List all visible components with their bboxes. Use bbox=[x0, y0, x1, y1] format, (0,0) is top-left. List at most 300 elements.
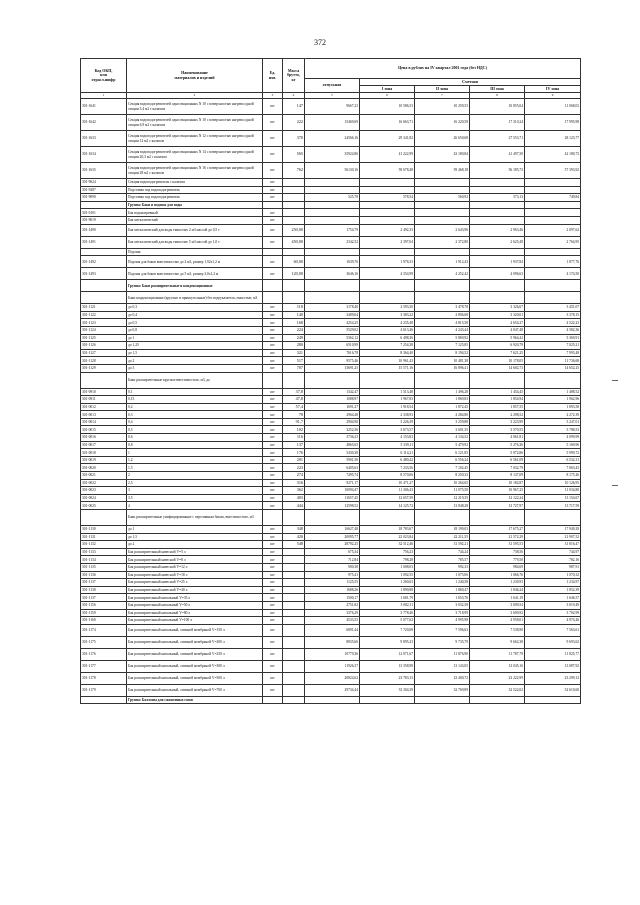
item-code: 301-0101 bbox=[81, 209, 127, 217]
item-mass: 91,7 bbox=[283, 418, 305, 426]
price-release: 12598,52 bbox=[305, 502, 360, 510]
price-zone-4: 13 717,59 bbox=[525, 502, 581, 510]
price-release: 9667,23 bbox=[305, 99, 360, 115]
price-release: 9575,46 bbox=[305, 357, 360, 365]
item-code: 301-1493 bbox=[81, 268, 127, 280]
price-zone-3: 573,13 bbox=[470, 194, 525, 202]
item-unit: шт bbox=[263, 364, 283, 372]
item-mass bbox=[283, 209, 305, 217]
price-release: 3409,04 bbox=[305, 311, 360, 319]
item-unit: шт bbox=[263, 660, 283, 672]
price-zone-1: 3 778,46 bbox=[360, 609, 415, 617]
price-zone-1: 1 513,48 bbox=[360, 388, 415, 396]
price-zone-4 bbox=[525, 280, 581, 292]
table-row bbox=[81, 586, 581, 594]
item-unit: шт bbox=[263, 464, 283, 472]
item-unit: шт bbox=[263, 186, 283, 194]
table-row bbox=[81, 411, 581, 419]
price-zone-3: 3 009,54 bbox=[470, 601, 525, 609]
item-mass: 762 bbox=[283, 163, 305, 179]
price-release: 28792,25 bbox=[305, 541, 360, 549]
table-row bbox=[81, 304, 581, 312]
price-zone-3: 10 967,25 bbox=[470, 487, 525, 495]
item-unit: шт bbox=[263, 601, 283, 609]
price-zone-2: 1 869,83 bbox=[415, 396, 470, 404]
price-zone-2 bbox=[415, 510, 470, 526]
column-index: 7 bbox=[415, 93, 470, 99]
item-code: 301-9624 bbox=[81, 179, 127, 187]
price-zone-4: 1 893,58 bbox=[525, 403, 581, 411]
price-release: 1342,47 bbox=[305, 388, 360, 396]
table-row bbox=[81, 194, 581, 202]
price-zone-3: 2 963,46 bbox=[470, 224, 525, 236]
item-code: 301-1131 bbox=[81, 533, 127, 541]
price-zone-1: 1 260,63 bbox=[360, 579, 415, 587]
price-zone-4 bbox=[525, 179, 581, 187]
price-zone-3: 17 675,27 bbox=[470, 526, 525, 534]
price-zone-1: 11 306,43 bbox=[360, 487, 415, 495]
item-code: 301-1127 bbox=[81, 349, 127, 357]
item-mass: 224 bbox=[283, 326, 305, 334]
price-zone-2: 4 995,98 bbox=[415, 617, 470, 625]
table-row bbox=[81, 147, 581, 163]
price-release: 1500,17 bbox=[305, 594, 360, 602]
price-zone-4: 744,97 bbox=[525, 548, 581, 556]
item-code: 301-1174 bbox=[81, 624, 127, 636]
price-release: 1691,27 bbox=[305, 403, 360, 411]
table-row bbox=[81, 456, 581, 464]
price-zone-3: 5 276,36 bbox=[470, 441, 525, 449]
item-unit: шт bbox=[263, 194, 283, 202]
price-zone-2: 11 075,50 bbox=[415, 487, 470, 495]
price-zone-3: 2 625,49 bbox=[470, 236, 525, 248]
item-code: 301-0025 bbox=[81, 502, 127, 510]
item-name: 2 bbox=[127, 472, 263, 480]
item-name: до 1,5 bbox=[127, 349, 263, 357]
price-zone-2: 31 592,21 bbox=[415, 541, 470, 549]
header-zone-4: IV зона bbox=[525, 86, 581, 93]
price-zone-3: 4 096,63 bbox=[470, 268, 525, 280]
price-zone-2: 3 032,58 bbox=[415, 601, 470, 609]
price-zone-1: 4 354,99 bbox=[360, 268, 415, 280]
price-zone-1: 4 235,48 bbox=[360, 319, 415, 327]
item-unit: шт bbox=[263, 526, 283, 534]
price-zone-4: 2 272,39 bbox=[525, 411, 581, 419]
item-unit: шт bbox=[263, 357, 283, 365]
item-mass: 280 bbox=[283, 342, 305, 350]
price-zone-4: 42 180,73 bbox=[525, 147, 581, 163]
item-mass: 362 bbox=[283, 487, 305, 495]
price-release bbox=[305, 216, 360, 224]
item-name: Подоны: bbox=[127, 248, 263, 256]
price-zone-2: 23 400,72 bbox=[415, 672, 470, 684]
price-zone-3: 6 561,09 bbox=[470, 456, 525, 464]
item-mass bbox=[283, 563, 305, 571]
price-zone-1: 13 358,98 bbox=[360, 660, 415, 672]
price-zone-1: 1 967,83 bbox=[360, 396, 415, 404]
price-release bbox=[305, 248, 360, 256]
table-row bbox=[81, 349, 581, 357]
price-zone-2: 11 876,90 bbox=[415, 648, 470, 660]
item-code: 301-1492 bbox=[81, 256, 127, 268]
item-name: Бак расширительный напольный, сменной мембраной V=700 л bbox=[127, 684, 263, 696]
table-row bbox=[81, 494, 581, 502]
price-zone-2: 744,24 bbox=[415, 548, 470, 556]
item-unit bbox=[263, 280, 283, 292]
item-mass: 707 bbox=[283, 364, 305, 372]
item-name: Группа: Баки и подоны для воды bbox=[127, 201, 263, 209]
price-zone-1 bbox=[360, 216, 415, 224]
price-zone-2: 10 481,38 bbox=[415, 357, 470, 365]
item-mass bbox=[283, 556, 305, 564]
price-zone-2: 8 194,52 bbox=[415, 349, 470, 357]
header-mass: Масса брутто, кг bbox=[283, 59, 305, 93]
price-zone-4 bbox=[525, 372, 581, 388]
price-release: 1639,76 bbox=[305, 256, 360, 268]
price-zone-2: 2 643,96 bbox=[415, 224, 470, 236]
price-zone-3: 1 454,45 bbox=[470, 388, 525, 396]
item-name: Секция водоподогревателей односекционных N 10 с поверхностью нагрева одной секции 3,4 м2 с калачом bbox=[127, 99, 263, 115]
table-row bbox=[81, 526, 581, 534]
price-zone-4: 2 764,95 bbox=[525, 236, 581, 248]
price-zone-4: 23 299,12 bbox=[525, 672, 581, 684]
item-code: 301-1178 bbox=[81, 672, 127, 684]
item-name: до 1 bbox=[127, 526, 263, 534]
item-mass bbox=[283, 601, 305, 609]
price-release: 3252,56 bbox=[305, 426, 360, 434]
price-release bbox=[305, 179, 360, 187]
item-mass bbox=[283, 548, 305, 556]
item-unit: шт bbox=[263, 326, 283, 334]
price-zone-4: 17 995,98 bbox=[525, 115, 581, 131]
table-row bbox=[81, 510, 581, 526]
table-row bbox=[81, 357, 581, 365]
price-zone-3: 11 787,79 bbox=[470, 648, 525, 660]
item-code: 301-0017 bbox=[81, 441, 127, 449]
price-zone-4: 1 070,32 bbox=[525, 571, 581, 579]
price-zone-4: 987,91 bbox=[525, 563, 581, 571]
price-zone-1: 578,54 bbox=[360, 194, 415, 202]
price-release: 525,78 bbox=[305, 194, 360, 202]
item-mass bbox=[283, 179, 305, 187]
price-release bbox=[305, 696, 360, 704]
price-release: 10779,36 bbox=[305, 648, 360, 660]
table-row bbox=[81, 209, 581, 217]
price-release: 1754,79 bbox=[305, 224, 360, 236]
header-zone-3: III зона bbox=[470, 86, 525, 93]
item-name: 3,5 bbox=[127, 494, 263, 502]
group-header-row bbox=[81, 696, 581, 704]
item-code: 301-1138 bbox=[81, 586, 127, 594]
price-zone-1 bbox=[360, 179, 415, 187]
price-zone-1: 1 890,88 bbox=[360, 586, 415, 594]
item-name: до 0,3 bbox=[127, 304, 263, 312]
table-row bbox=[81, 163, 581, 179]
price-zone-4: 14 652,25 bbox=[525, 364, 581, 372]
price-zone-2: 1 496,28 bbox=[415, 388, 470, 396]
price-zone-4 bbox=[525, 216, 581, 224]
price-release: 9271,17 bbox=[305, 479, 360, 487]
price-zone-2: 1 075,06 bbox=[415, 571, 470, 579]
column-index: 2 bbox=[127, 93, 263, 99]
price-zone-2: 1 860,47 bbox=[415, 586, 470, 594]
price-release: 2904,90 bbox=[305, 418, 360, 426]
price-zone-2: 10 264,65 bbox=[415, 479, 470, 487]
item-unit: шт bbox=[263, 334, 283, 342]
price-zone-1: 798,28 bbox=[360, 556, 415, 564]
price-zone-4: 32 610,60 bbox=[525, 684, 581, 696]
column-index: 9 bbox=[525, 93, 581, 99]
item-code: 301-1635 bbox=[81, 163, 127, 179]
price-zone-3: 17 310,24 bbox=[470, 115, 525, 131]
item-unit bbox=[263, 201, 283, 209]
item-code: 301-0911 bbox=[81, 396, 127, 404]
item-name: Секция водоподогревателей односекционных N 16 с поверхностью нагрева одной секции 28 м2 с калачом bbox=[127, 163, 263, 179]
price-zone-1: 3 082,11 bbox=[360, 601, 415, 609]
item-mass: 140 bbox=[283, 311, 305, 319]
item-unit: шт bbox=[263, 304, 283, 312]
table-row bbox=[81, 533, 581, 541]
item-code: 301-1177 bbox=[81, 660, 127, 672]
price-zone-1: 7 720,08 bbox=[360, 624, 415, 636]
price-zone-3: 13 045,16 bbox=[470, 660, 525, 672]
table-row bbox=[81, 548, 581, 556]
price-zone-3 bbox=[470, 696, 525, 704]
price-zone-3: 779,50 bbox=[470, 556, 525, 564]
item-name: 0,1 bbox=[127, 388, 263, 396]
item-unit: шт bbox=[263, 636, 283, 648]
item-mass: 60,00 bbox=[283, 256, 305, 268]
item-code: 301-0023 bbox=[81, 487, 127, 495]
item-name: до 2 bbox=[127, 541, 263, 549]
price-release: 3646,16 bbox=[305, 268, 360, 280]
item-name: до 0,4 bbox=[127, 311, 263, 319]
item-mass bbox=[283, 216, 305, 224]
price-zone-3: 7 032,79 bbox=[470, 464, 525, 472]
price-zone-3: 4 061,81 bbox=[470, 434, 525, 442]
price-zone-1: 2 397,04 bbox=[360, 236, 415, 248]
item-name: 0,15 bbox=[127, 396, 263, 404]
item-mass: 223 bbox=[283, 464, 305, 472]
item-mass bbox=[283, 372, 305, 388]
price-release bbox=[305, 201, 360, 209]
price-zone-1: 18 783,67 bbox=[360, 526, 415, 534]
item-name: Бак водонагревный bbox=[127, 209, 263, 217]
item-name: Бак расширительный навесной V=5 л bbox=[127, 548, 263, 556]
item-mass: 548 bbox=[283, 541, 305, 549]
item-code: 301-0019 bbox=[81, 456, 127, 464]
price-zone-2: 6 556,24 bbox=[415, 456, 470, 464]
item-code: 301-0018 bbox=[81, 449, 127, 457]
group-header-row bbox=[81, 280, 581, 292]
item-unit: шт bbox=[263, 487, 283, 495]
price-zone-2: 1 912,43 bbox=[415, 256, 470, 268]
price-zone-1: 9 895,23 bbox=[360, 636, 415, 648]
price-release: 4254,25 bbox=[305, 319, 360, 327]
item-name: 1,5 bbox=[127, 464, 263, 472]
price-zone-3: 1 854,94 bbox=[470, 396, 525, 404]
column-index: 1 bbox=[81, 93, 127, 99]
price-release: 6891,44 bbox=[305, 624, 360, 636]
price-zone-3: 12 122,24 bbox=[470, 494, 525, 502]
item-name: Бак расширительный напольный, сменной мембраной V=250 л bbox=[127, 648, 263, 660]
price-release bbox=[305, 280, 360, 292]
price-zone-4: 3 702,99 bbox=[525, 609, 581, 617]
item-code: 301-1122 bbox=[81, 311, 127, 319]
price-release: 3178,40 bbox=[305, 304, 360, 312]
price-zone-3 bbox=[470, 216, 525, 224]
item-mass bbox=[283, 510, 305, 526]
item-code: 301-9019 bbox=[81, 216, 127, 224]
item-name: Подоны для баков вместимостью до 5 м3, размер 3,0x1,2 м bbox=[127, 268, 263, 280]
price-zone-3: 9 662,38 bbox=[470, 636, 525, 648]
price-zone-1: 7 233,56 bbox=[360, 464, 415, 472]
item-name: до 0,5 bbox=[127, 319, 263, 327]
price-zone-3: 4 654,27 bbox=[470, 319, 525, 327]
price-zone-4: 7 063,43 bbox=[525, 464, 581, 472]
item-name: Секция водоподогревателя с калачом bbox=[127, 179, 263, 187]
item-mass bbox=[283, 636, 305, 648]
item-code: 301-1130 bbox=[81, 526, 127, 534]
price-zone-2: 785,57 bbox=[415, 556, 470, 564]
price-zone-3: 3 570,55 bbox=[470, 426, 525, 434]
price-zone-4 bbox=[525, 248, 581, 256]
item-unit: шт bbox=[263, 426, 283, 434]
price-zone-3: 5 972,86 bbox=[470, 449, 525, 457]
item-unit: шт bbox=[263, 441, 283, 449]
price-zone-3: 10 178,05 bbox=[470, 357, 525, 365]
price-zone-4: 11 068,03 bbox=[525, 99, 581, 115]
price-zone-3: 8 137,09 bbox=[470, 472, 525, 480]
price-release: 1088,97 bbox=[305, 396, 360, 404]
item-code: 301-1156 bbox=[81, 601, 127, 609]
item-code: 301-1124 bbox=[81, 326, 127, 334]
table-row bbox=[81, 449, 581, 457]
price-zone-2: 9 735,79 bbox=[415, 636, 470, 648]
item-unit: шт bbox=[263, 216, 283, 224]
price-zone-1: 29 341,82 bbox=[360, 131, 415, 147]
item-unit: шт bbox=[263, 268, 283, 280]
item-code: 301-1490 bbox=[81, 224, 127, 236]
price-zone-3: 27 553,71 bbox=[470, 131, 525, 147]
item-mass bbox=[283, 194, 305, 202]
price-release: 4865,65 bbox=[305, 441, 360, 449]
item-unit: шт bbox=[263, 456, 283, 464]
item-code: 301-1128 bbox=[81, 357, 127, 365]
table-row bbox=[81, 594, 581, 602]
price-zone-4 bbox=[525, 201, 581, 209]
price-release: 10094,47 bbox=[305, 487, 360, 495]
price-table bbox=[80, 58, 581, 704]
price-zone-2 bbox=[415, 372, 470, 388]
item-unit: шт bbox=[263, 163, 283, 179]
header-estimate: Сметная bbox=[360, 79, 581, 86]
price-zone-2 bbox=[415, 280, 470, 292]
item-code: 301-1125 bbox=[81, 334, 127, 342]
price-release: 5430,38 bbox=[305, 449, 360, 457]
item-name: до 0,8 bbox=[127, 326, 263, 334]
item-name: до 3 bbox=[127, 364, 263, 372]
table-row bbox=[81, 563, 581, 571]
price-zone-4 bbox=[525, 696, 581, 704]
price-zone-3: 3 326,67 bbox=[470, 304, 525, 312]
item-code: 301-0015 bbox=[81, 426, 127, 434]
price-zone-4: 7 993,48 bbox=[525, 349, 581, 357]
item-name: до 1,25 bbox=[127, 342, 263, 350]
item-unit: шт bbox=[263, 594, 283, 602]
item-name: Группа: Баллоны для сжиженных газов bbox=[127, 696, 263, 704]
price-zone-1: 2 338,93 bbox=[360, 411, 415, 419]
item-mass bbox=[283, 648, 305, 660]
price-release: 8835,66 bbox=[305, 636, 360, 648]
item-name: Баки расширительные унифицированные с переливным баком, вместимостью, м3 bbox=[127, 510, 263, 526]
item-mass bbox=[283, 672, 305, 684]
price-zone-4: 11 736,68 bbox=[525, 357, 581, 365]
item-code: 301-0020 bbox=[81, 464, 127, 472]
table-row bbox=[81, 186, 581, 194]
price-zone-4: 1 234,97 bbox=[525, 579, 581, 587]
table-row bbox=[81, 311, 581, 319]
item-mass: 249 bbox=[283, 334, 305, 342]
item-mass: 37,8 bbox=[283, 388, 305, 396]
price-zone-3: 23 222,99 bbox=[470, 672, 525, 684]
price-zone-2: 1 240,58 bbox=[415, 579, 470, 587]
item-mass: 201 bbox=[283, 456, 305, 464]
table-row bbox=[81, 541, 581, 549]
item-code: 301-1123 bbox=[81, 319, 127, 327]
price-zone-3: 41 497,50 bbox=[470, 147, 525, 163]
price-zone-3: 1 846,24 bbox=[470, 586, 525, 594]
item-unit: шт bbox=[263, 609, 283, 617]
item-name: Бак расширительный напольный V=35 л bbox=[127, 594, 263, 602]
price-zone-4: 57 393,92 bbox=[525, 163, 581, 179]
price-zone-2 bbox=[415, 248, 470, 256]
price-zone-1 bbox=[360, 209, 415, 217]
item-code: 301-1137 bbox=[81, 594, 127, 602]
item-mass bbox=[283, 684, 305, 696]
price-zone-2 bbox=[415, 696, 470, 704]
item-mass: 316 bbox=[283, 479, 305, 487]
price-zone-2: 3 259,88 bbox=[415, 418, 470, 426]
price-release: 15469,69 bbox=[305, 115, 360, 131]
price-zone-3: 984,69 bbox=[470, 563, 525, 571]
price-zone-1: 1 008,03 bbox=[360, 563, 415, 571]
price-zone-4: 11 034,80 bbox=[525, 487, 581, 495]
price-zone-1: 10 471,27 bbox=[360, 479, 415, 487]
price-zone-1: 22 023,84 bbox=[360, 533, 415, 541]
table-row bbox=[81, 684, 581, 696]
price-zone-2: 12 219,35 bbox=[415, 494, 470, 502]
price-release: 11926,37 bbox=[305, 660, 360, 672]
item-code: 301-1136 bbox=[81, 571, 127, 579]
item-code bbox=[81, 248, 127, 256]
item-mass: 147 bbox=[283, 99, 305, 115]
item-mass: 116 bbox=[283, 434, 305, 442]
price-zone-2: 10 259,53 bbox=[415, 99, 470, 115]
item-code: 301-1176 bbox=[81, 648, 127, 660]
table-row bbox=[81, 624, 581, 636]
price-zone-2: 1 653,76 bbox=[415, 594, 470, 602]
price-zone-3: 10 855,04 bbox=[470, 99, 525, 115]
item-mass: 47,8 bbox=[283, 396, 305, 404]
table-row bbox=[81, 418, 581, 426]
item-unit: шт bbox=[263, 624, 283, 636]
item-code: 301-1633 bbox=[81, 131, 127, 147]
item-name: 1,2 bbox=[127, 456, 263, 464]
price-zone-2 bbox=[415, 209, 470, 217]
item-mass bbox=[283, 660, 305, 672]
item-mass: 78 bbox=[283, 411, 305, 419]
